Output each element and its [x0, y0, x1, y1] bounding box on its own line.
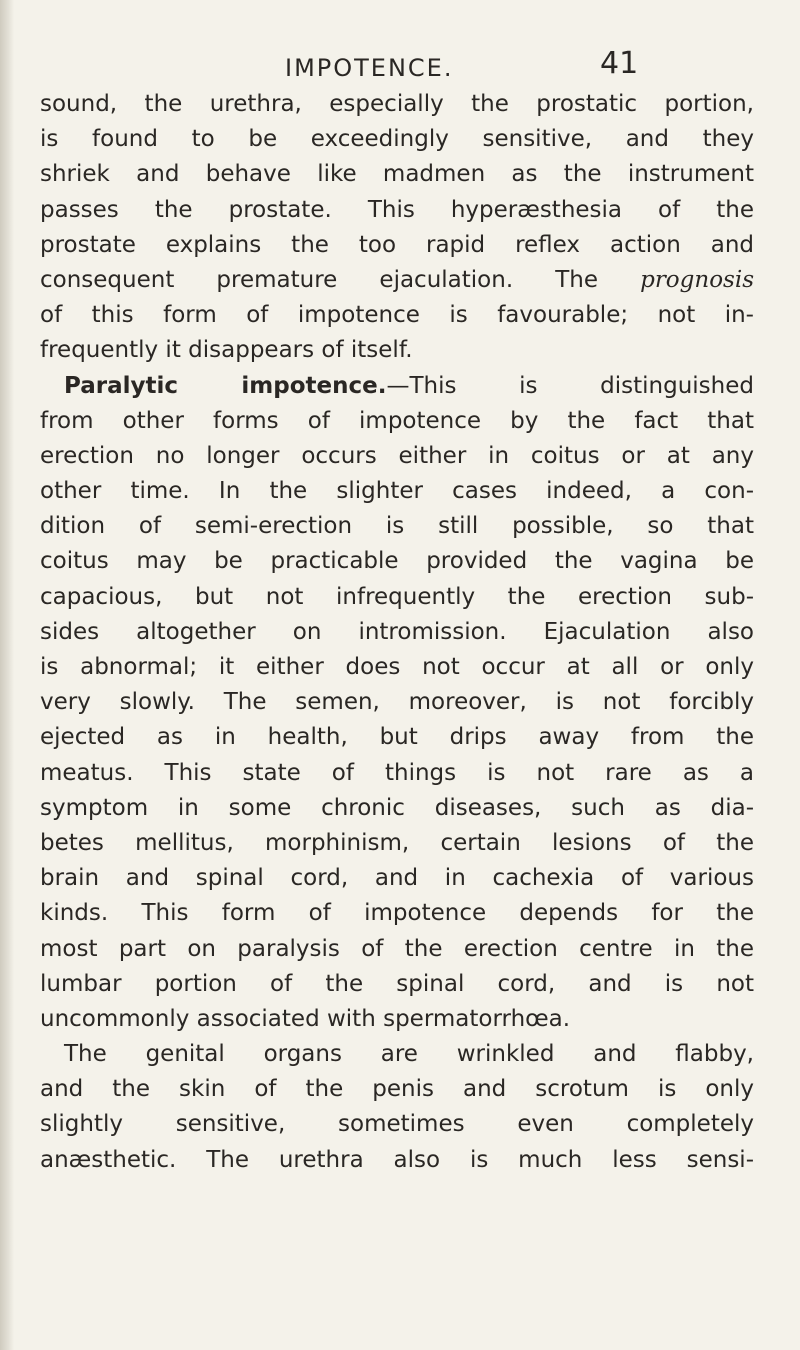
- page-gutter-shadow: [0, 0, 14, 1350]
- text-line: and the skin of the penis and scrotum is only: [40, 1076, 754, 1103]
- text-line: is abnormal; it either does not occur at all or only: [40, 654, 754, 680]
- text-line: [40, 263, 754, 298]
- text-line: very slowly. The semen, moreover, is not forcibly: [40, 689, 754, 716]
- text-line: dition of semi-erection is still possible, so that: [40, 513, 754, 540]
- text-line: from other forms of impotence by the fact that: [40, 407, 754, 434]
- body-text: [40, 87, 754, 1178]
- text-line: most part on paralysis of the erection centre in the: [40, 935, 754, 962]
- section-heading-paralytic-impotence: Paralytic impotence.: [64, 372, 387, 399]
- text-line: anæsthetic. The urethra also is much less sensi-: [40, 1146, 754, 1173]
- paragraph-first-line: The genital organs are wrinkled and flabby,: [64, 1041, 754, 1068]
- text-line: frequently it disappears of itself.: [40, 337, 413, 364]
- text-line: erection no longer occurs either in coitus or at any: [40, 442, 754, 469]
- page-number: 41: [600, 46, 639, 81]
- text-line: is found to be exceedingly sensitive, and they: [40, 126, 754, 153]
- text-run: consequent premature ejaculation. The: [40, 266, 598, 293]
- text-line: brain and spinal cord, and in cachexia of various: [40, 865, 754, 892]
- text-line: ejected as in health, but drips away from the: [40, 724, 754, 751]
- text-line: prostate explains the too rapid reflex action and: [40, 231, 754, 258]
- text-line: slightly sensitive, sometimes even completely: [40, 1111, 754, 1138]
- text-line: sides altogether on intromission. Ejaculation also: [40, 618, 754, 645]
- running-title: IMPOTENCE.: [285, 54, 454, 82]
- text-run: —This is distinguished: [386, 372, 754, 399]
- text-line: kinds. This form of impotence depends for the: [40, 900, 754, 927]
- text-line: shriek and behave like madmen as the instrument: [40, 161, 754, 188]
- text-line: of this form of impotence is favourable; not in-: [40, 302, 754, 329]
- text-line: coitus may be practicable provided the vagina be: [40, 548, 754, 575]
- paragraph-first-line: [40, 369, 754, 404]
- text-line: betes mellitus, morphinism, certain lesions of the: [40, 829, 754, 856]
- text-line: lumbar portion of the spinal cord, and is not: [40, 970, 754, 997]
- text-line: capacious, but not infrequently the erection sub-: [40, 583, 754, 610]
- text-line: other time. In the slighter cases indeed, a con-: [40, 478, 754, 505]
- text-line: symptom in some chronic diseases, such as dia-: [40, 794, 754, 821]
- italic-term-prognosis: prognosis: [640, 266, 755, 293]
- text-line: uncommonly associated with spermatorrhœa.: [40, 1005, 571, 1032]
- text-line: passes the prostate. This hyperæsthesia of the: [40, 196, 754, 223]
- text-line: sound, the urethra, especially the prostatic portion,: [40, 91, 754, 117]
- text-line: meatus. This state of things is not rare as a: [40, 759, 754, 786]
